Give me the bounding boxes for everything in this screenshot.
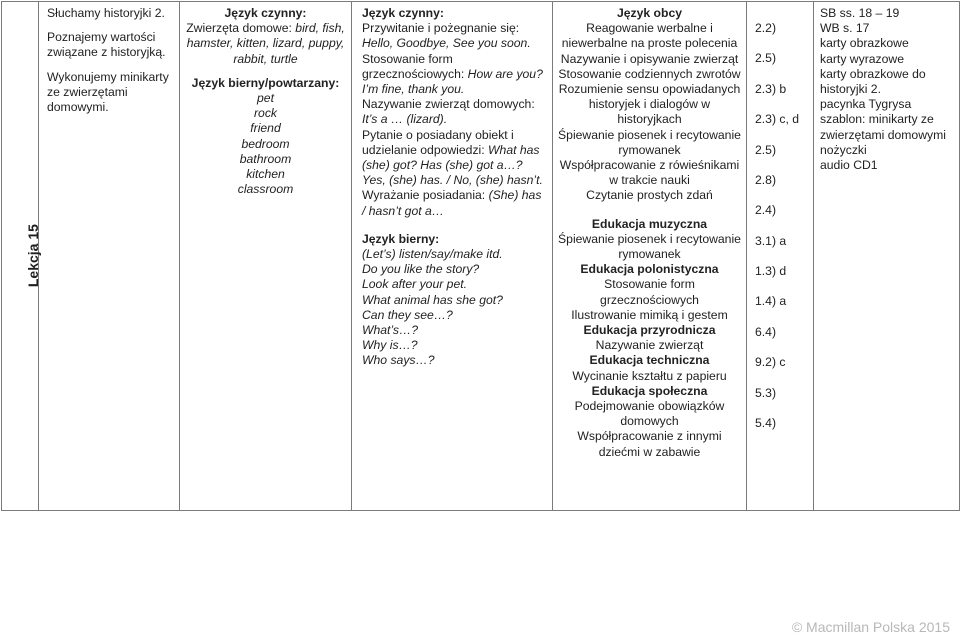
curriculum-ref: 1.3) d [755, 264, 787, 278]
curriculum-ref: 2.3) c, d [755, 112, 800, 127]
passive-word: bedroom [241, 136, 290, 151]
curriculum-refs-cell [747, 2, 814, 511]
structure-asking: Pytanie o posiadany obiekt i udzielanie odpowiedzi: What has (she) got? Has (she) got a…? Yes, (she) has. / No, (she) hasn’t. [362, 127, 543, 188]
objective-item: Wykonujemy minikarty ze zwierzętami domowymi. [47, 69, 169, 115]
passive-word: bathroom [239, 151, 292, 166]
curriculum-ref: 5.3) [755, 385, 777, 400]
material-item: audio CD1 [820, 158, 878, 173]
passive-phrase: Who says…? [362, 353, 435, 368]
passive-word: kitchen [246, 167, 285, 182]
integrated-area-heading: Edukacja polonistyczna [580, 262, 719, 277]
lesson-row [2, 2, 960, 511]
active-vocabulary-words: bird, fish, hamster, kitten, lizard, puppy, rabbit, turtle [186, 21, 345, 66]
curriculum-ref: 2.2) [755, 21, 777, 35]
passive-phrase: (Let’s) listen/say/make itd. [362, 247, 503, 262]
vocabulary-cell [180, 2, 352, 511]
skill-item: Czytanie prostych zdań [586, 188, 713, 203]
lesson-number-cell [2, 2, 39, 511]
materials-cell [814, 2, 960, 511]
foreign-language-heading: Język obcy [616, 6, 683, 20]
integrated-area-heading: Edukacja przyrodnicza [583, 323, 716, 338]
active-structures-heading: Język czynny: [362, 6, 444, 20]
curriculum-ref: 2.3) b [755, 81, 787, 96]
curriculum-ref: 6.4) [755, 324, 777, 339]
passive-phrase: Why is…? [362, 338, 418, 353]
integrated-area-heading: Edukacja techniczna [589, 353, 710, 368]
skills-cell [553, 2, 747, 511]
structure-greeting: Przywitanie i pożegnanie się: Hello, Goodbye, See you soon. [362, 21, 531, 51]
passive-word: friend [250, 121, 281, 136]
objectives-cell [39, 2, 180, 511]
passive-phrase: What animal has she got? [362, 292, 503, 307]
skill-item: Współpracowanie z rówieśnikami w trakcie nauki [559, 158, 740, 188]
lesson-number-label: Lekcja 15 [24, 223, 41, 288]
integrated-item: Wycinanie kształtu z papieru [572, 368, 727, 383]
active-language-heading: Język czynny: [224, 6, 307, 20]
curriculum-ref: 9.2) c [755, 355, 786, 370]
material-item: karty wyrazowe [820, 51, 904, 66]
integrated-item: Stosowanie form grzecznościowych [600, 277, 699, 307]
integrated-item: Nazywanie zwierząt [595, 338, 704, 353]
copyright-footer: © Macmillan Polska 2015 [791, 619, 950, 635]
curriculum-refs [755, 21, 809, 431]
objective-item: Poznajemy wartości związane z historyjką. [47, 30, 166, 60]
material-item: pacynka Tygrysa [820, 97, 912, 112]
passive-phrase: Look after your pet. [362, 277, 468, 292]
curriculum-ref: 2.8) [755, 172, 777, 187]
skill-item: Śpiewanie piosenek i recytowanie rymowanek [558, 127, 741, 157]
passive-word: pet [257, 91, 274, 106]
curriculum-ref: 1.4) a [755, 294, 787, 309]
integrated-area-heading: Edukacja społeczna [591, 383, 708, 398]
skill-item: Stosowanie codziennych zwrotów [558, 66, 741, 81]
material-item: karty obrazkowe do historyjki 2. [820, 66, 926, 97]
structures-cell [352, 2, 553, 511]
passive-phrase: Can they see…? [362, 307, 453, 322]
passive-phrase: What’s…? [362, 323, 418, 338]
passive-word: rock [253, 106, 278, 121]
curriculum-ref: 2.4) [755, 203, 777, 218]
curriculum-ref: 2.5) [755, 51, 777, 66]
material-item: nożyczki [820, 142, 867, 157]
passive-structures-heading: Język bierny: [362, 231, 440, 246]
structure-naming: Nazywanie zwierząt domowych: It’s a … (lizard). [362, 97, 535, 127]
curriculum-ref: 2.5) [755, 142, 777, 157]
skill-item: Rozumienie sensu opowiadanych historyjek i dialogów w historyjkach [558, 82, 741, 127]
material-item: WB s. 17 [820, 21, 870, 36]
curriculum-ref: 3.1) a [755, 233, 787, 248]
passive-phrase: Do you like the story? [362, 262, 480, 277]
integrated-area-heading: Edukacja muzyczna [591, 216, 708, 231]
active-vocabulary-intro: Zwierzęta domowe: [186, 21, 292, 36]
integrated-item: Współpracowanie z innymi dziećmi w zabawie [577, 429, 722, 459]
objective-item: Słuchamy historyjki 2. [47, 6, 165, 20]
skill-item: Nazywanie i opisywanie zwierząt [560, 51, 739, 66]
material-item: szablon: minikarty ze zwierzętami domowymi [820, 112, 946, 142]
lesson-plan-table [1, 1, 960, 511]
active-vocabulary [184, 21, 347, 67]
integrated-item: Śpiewanie piosenek i recytowanie rymowanek [558, 231, 741, 262]
material-item: karty obrazkowe [820, 36, 909, 51]
integrated-item: Ilustrowanie mimiką i gestem [571, 307, 728, 322]
curriculum-ref: 5.4) [755, 415, 777, 430]
integrated-item: Podejmowanie obowiązków domowych [574, 399, 725, 429]
passive-word: classroom [237, 182, 294, 197]
structure-possession: Wyrażanie posiadania: (She) has / hasn’t got a… [362, 188, 542, 218]
passive-language-heading: Język bierny/powtarzany: [191, 75, 340, 90]
skill-item: Reagowanie werbalne i niewerbalne na proste polecenia [561, 21, 738, 51]
material-item: SB ss. 18 – 19 [820, 6, 900, 20]
structure-forms: Stosowanie form grzecznościowych: How are you? I’m fine, thank you. [362, 51, 543, 97]
